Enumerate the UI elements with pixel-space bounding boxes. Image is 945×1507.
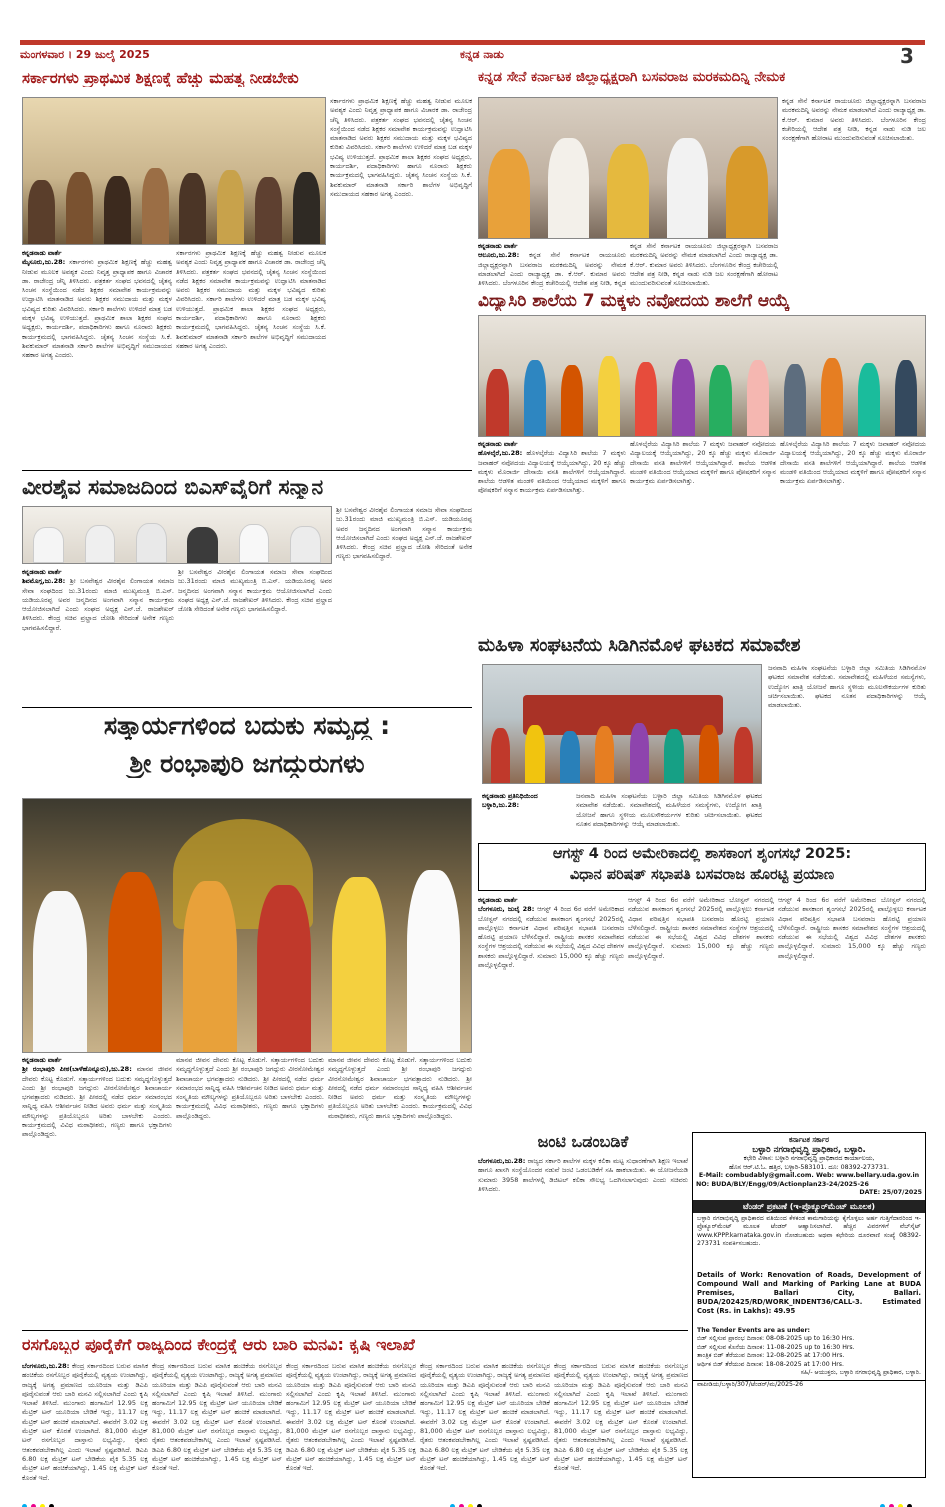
article-5-photo xyxy=(482,664,762,784)
article-9-body xyxy=(22,1362,148,1484)
article-1-body-col3 xyxy=(330,97,472,467)
tender-address: ಕಛೇರಿ ವಿಳಾಸ: ಬಳ್ಳಾರಿ ನಗರಾಭಿವೃದ್ಧಿ ಪ್ರಾಧಿಕಾರದ ಕಾರ್ಯಾಲಯ, xyxy=(743,1155,875,1162)
article-9-body-col5 xyxy=(554,1362,688,1484)
article-5-text-right: ಜನವಾದಿ ಮಹಿಳಾ ಸಂಘಟನೆಯ ಬಳ್ಳಾರಿ ಜಿಲ್ಲಾ ಸಮಿತಿಯ ಸಿಡಿಗಿನಮೊಳ ಘಟಕದ ಸಮಾವೇಶ ನಡೆಯಿತು. ಸಮಾವೇಶದಲ್ಲಿ ಮಹಿಳೆಯರ ಸಮಸ್ಯೆಗಳು, ಉದ್ಯೋಗ ಖಾತ್ರಿ ಯೋಜನೆ ಹಾಗೂ ಸ್ಥಳೀಯ ಮೂಲಸೌಕರ್ಯಗಳ ಕುರಿತು ಚರ್ಚಿಸಲಾಯಿತು. ಘಟಕದ ನೂತನ ಪದಾಧಿಕಾರಿಗಳನ್ನು ಆಯ್ಕೆ ಮಾಡಲಾಯಿತು. xyxy=(768,664,926,710)
article-5-body-right xyxy=(768,664,926,840)
article-3-photo xyxy=(478,315,926,437)
tender-date-3: ತಾಂತ್ರಿಕ ಬಿಡ್ ತೆರೆಯುವ ದಿನಾಂಕ: 12-08-2025 at 17:00 Hrs. xyxy=(697,1352,845,1360)
article-6-headline-line1: ಸತ್ಕಾರ್ಯಗಳಿಂದ ಬದುಕು ಸಮೃದ್ಧ : xyxy=(103,712,391,740)
article-9-headline: ರಸಗೊಬ್ಬರ ಪೂರೈಕೆಗೆ ರಾಜ್ಯದಿಂದ ಕೇಂದ್ರಕ್ಕೆ ಆರು ಬಾರಿ ಮನವಿ: ಕೃಷಿ ಇಲಾಖೆ xyxy=(22,1336,415,1354)
article-7-text-col3: ಆಗಸ್ಟ್ 4 ರಿಂದ 6ರ ವರೆಗೆ ಅಮೇರಿಕಾದ ಬೋಸ್ಟನ್ ನಗರದಲ್ಲಿ ನಡೆಯುವ ಶಾಸಕಾಂಗ ಶೃಂಗಸಭೆ 2025ರಲ್ಲಿ ಪಾಲ್ಗೊಳ್ಳಲು ಕರ್ನಾಟಕ ವಿಧಾನ ಪರಿಷತ್ತಿನ ಸಭಾಪತಿ ಬಸವರಾಜ ಹೊರಟ್ಟಿ ಪ್ರಯಾಣ ಬೆಳೆಸಲಿದ್ದಾರೆ. ರಾಷ್ಟ್ರೀಯ ಶಾಸಕರ ಸಮಾವೇಶದ ಸಂಸ್ಥೆಗಳ ಆಶ್ರಯದಲ್ಲಿ ನಡೆಯುವ ಈ ಸಭೆಯಲ್ಲಿ ವಿಶ್ವದ ವಿವಿಧ ದೇಶಗಳ ಶಾಸಕರು ಪಾಲ್ಗೊಳ್ಳಲಿದ್ದಾರೆ. ಸುಮಾರು 15,000 ಕ್ಕೂ ಹೆಚ್ಚು ಗಣ್ಯರು ಪಾಲ್ಗೊಳ್ಳಲಿದ್ದಾರೆ. xyxy=(778,896,926,960)
masthead: ಕನ್ನಡ ನಾಡು xyxy=(460,48,504,61)
article-1-place: ಮೈಸೂರು,ಜು.28: xyxy=(22,258,66,267)
article-3-text: ಹೊಳಲ್ಕೆರೆಯ ವಿದ್ಯಾಸಿರಿ ಶಾಲೆಯ 7 ಮಕ್ಕಳು ಜವಾಹರ್ ನವೋದಯ ವಿದ್ಯಾಲಯಕ್ಕೆ ಆಯ್ಕೆಯಾಗಿದ್ದು, 20 ಕ್ಕೂ ಹೆಚ್ಚು ಮಕ್ಕಳು ಮೊರಾರ್ಜಿ ದೇಸಾಯಿ ವಸತಿ ಶಾಲೆಗಳಿಗೆ ಆಯ್ಕೆಯಾಗಿದ್ದಾರೆ. ಶಾಲೆಯ ಆಡಳಿತ ಮಂಡಳಿ ವತಿಯಿಂದ ಆಯ್ಕೆಯಾದ ಮಕ್ಕಳಿಗೆ ಹಾಗೂ ಪೋಷಕರಿಗೆ ಸನ್ಮಾನ ಕಾರ್ಯಕ್ರಮ ಏರ್ಪಡಿಸಲಾಗಿತ್ತು. xyxy=(478,449,626,495)
tender-notice-no: NO: BUDA/BLY/Engg/09/Actionplan23-24/2025-26 xyxy=(696,1180,869,1188)
article-6-body xyxy=(22,1056,172,1244)
article-7-byline: ಕನ್ನಡನಾಡು ವಾರ್ತೆ xyxy=(478,896,518,904)
article-5-place: ಬಳ್ಳಾರಿ,ಜು.28: xyxy=(482,801,520,810)
article-9-text-col3: ಕೇಂದ್ರ ಸರ್ಕಾರದಿಂದ ಬರುವ ಮಾಸಿಕ ಹಂಚಿಕೆಯ ರಸಗೊಬ್ಬರ ಪೂರೈಕೆಯಲ್ಲಿ ವ್ಯತ್ಯಯ ಉಂಟಾಗಿದ್ದು, ರಾಜ್ಯಕ್ಕೆ ಅಗತ್ಯ ಪ್ರಮಾಣದ ಯೂರಿಯಾ ಮತ್ತು ಡಿಎಪಿ ಪೂರೈಸುವಂತೆ ಆರು ಬಾರಿ ಮನವಿ ಸಲ್ಲಿಸಲಾಗಿದೆ ಎಂದು ಕೃಷಿ ಇಲಾಖೆ ತಿಳಿಸಿದೆ. ಮುಂಗಾರು ಹಂಗಾಮಿಗೆ 12.95 ಲಕ್ಷ ಮೆಟ್ರಿಕ್ ಟನ್ ಯೂರಿಯಾ ಬೇಡಿಕೆ ಇದ್ದು, 11.17 ಲಕ್ಷ ಮೆಟ್ರಿಕ್ ಟನ್ ಹಂಚಿಕೆ ಮಾಡಲಾಗಿದೆ. ಈವರೆಗೆ 3.02 ಲಕ್ಷ ಮೆಟ್ರಿಕ್ ಟನ್ ಕೊರತೆ ಉಂಟಾಗಿದೆ. 81,000 ಮೆಟ್ರಿಕ್ ಟನ್ ರಸಗೊಬ್ಬರ ದಾಸ್ತಾನು ಲಭ್ಯವಿದ್ದು, ರೈತರು ಆತಂಕಪಡಬೇಕಾಗಿಲ್ಲ ಎಂದು ಇಲಾಖೆ ಸ್ಪಷ್ಟಪಡಿಸಿದೆ. ಡಿಎಪಿ 6.80 ಲಕ್ಷ ಮೆಟ್ರಿಕ್ ಟನ್ ಬೇಡಿಕೆಯ ಪೈಕಿ 5.35 ಲಕ್ಷ ಮೆಟ್ರಿಕ್ ಟನ್ ಹಂಚಿಕೆಯಾಗಿದ್ದು, 1.45 ಲಕ್ಷ ಮೆಟ್ರಿಕ್ ಟನ್ ಕೊರತೆ ಇದೆ. xyxy=(286,1362,416,1473)
registration-marks-center xyxy=(450,1494,486,1502)
article-1-text-col2: ಸರ್ಕಾರಗಳು ಪ್ರಾಥಮಿಕ ಶಿಕ್ಷಣಕ್ಕೆ ಹೆಚ್ಚು ಮಹತ್ವ ನೀಡುವ ಮೂಲಕ ಅವಶ್ಯಕ ಎಂದು ನಿವೃತ್ತ ಪ್ರಾಧ್ಯಾಪಕ ಹಾಗೂ ವಿಚಾರಕ ಡಾ. ರಾಜೇಂದ್ರ ಚೆನ್ನಿ ತಿಳಿಸಿದರು. ಪತ್ರಕರ್ತ ಸಂಘದ ಭವನದಲ್ಲಿ ಚೈತನ್ಯ ಸಿಂಚನ ಸಂಸ್ಥೆಯಿಂದ ನಡೆದ ಶಿಕ್ಷಕರ ಸಮಾವೇಶ ಕಾರ್ಯಕ್ರಮವನ್ನು ಉದ್ಘಾಟಿಸಿ ಮಾತನಾಡಿದ ಅವರು ಶಿಕ್ಷಕರ ಸಮುದಾಯ ಮತ್ತು ಮಕ್ಕಳ ಭವಿಷ್ಯದ ಕುರಿತು ವಿವರಿಸಿದರು. ಸರ್ಕಾರಿ ಶಾಲೆಗಳು ಉಳಿದರೆ ಮಾತ್ರ ಬಡ ಮಕ್ಕಳ ಭವಿಷ್ಯ ಉಳಿಯುತ್ತದೆ. ಪ್ರಾಥಮಿಕ ಶಾಲಾ ಶಿಕ್ಷಕರ ಸಂಘದ ಅಧ್ಯಕ್ಷರು, ಕಾರ್ಯದರ್ಶಿ, ಪದಾಧಿಕಾರಿಗಳು ಹಾಗೂ ನೂರಾರು ಶಿಕ್ಷಕರು ಕಾರ್ಯಕ್ರಮದಲ್ಲಿ ಭಾಗವಹಿಸಿದ್ದರು. ಚೈತನ್ಯ ಸಿಂಚನ ಸಂಸ್ಥೆಯ ಸಿ.ಕೆ. ಶಿವಕುಮಾರ್ ಮಾತನಾಡಿ ಸರ್ಕಾರಿ ಶಾಲೆಗಳ ಅಭಿವೃದ್ಧಿಗೆ ಸಮುದಾಯದ ಸಹಕಾರ ಅಗತ್ಯ ಎಂದರು. xyxy=(176,249,326,350)
tender-address2: ಹೊಸ ಆರ್.ಟಿ.ಓ. ಹತ್ತಿರ, ಬಳ್ಳಾರಿ-583101. ದೂ: 08392-273731. xyxy=(729,1163,889,1171)
article-1-headline: ಸರ್ಕಾರಗಳು ಪ್ರಾಥಮಿಕ ಶಿಕ್ಷಣಕ್ಕೆ ಹೆಚ್ಚು ಮಹತ್ವ ನೀಡಬೇಕು xyxy=(22,70,299,87)
tender-govt: ಕರ್ನಾಟಕ ಸರ್ಕಾರ xyxy=(789,1136,829,1144)
article-9-text-col2: ಕೇಂದ್ರ ಸರ್ಕಾರದಿಂದ ಬರುವ ಮಾಸಿಕ ಹಂಚಿಕೆಯ ರಸಗೊಬ್ಬರ ಪೂರೈಕೆಯಲ್ಲಿ ವ್ಯತ್ಯಯ ಉಂಟಾಗಿದ್ದು, ರಾಜ್ಯಕ್ಕೆ ಅಗತ್ಯ ಪ್ರಮಾಣದ ಯೂರಿಯಾ ಮತ್ತು ಡಿಎಪಿ ಪೂರೈಸುವಂತೆ ಆರು ಬಾರಿ ಮನವಿ ಸಲ್ಲಿಸಲಾಗಿದೆ ಎಂದು ಕೃಷಿ ಇಲಾಖೆ ತಿಳಿಸಿದೆ. ಮುಂಗಾರು ಹಂಗಾಮಿಗೆ 12.95 ಲಕ್ಷ ಮೆಟ್ರಿಕ್ ಟನ್ ಯೂರಿಯಾ ಬೇಡಿಕೆ ಇದ್ದು, 11.17 ಲಕ್ಷ ಮೆಟ್ರಿಕ್ ಟನ್ ಹಂಚಿಕೆ ಮಾಡಲಾಗಿದೆ. ಈವರೆಗೆ 3.02 ಲಕ್ಷ ಮೆಟ್ರಿಕ್ ಟನ್ ಕೊರತೆ ಉಂಟಾಗಿದೆ. 81,000 ಮೆಟ್ರಿಕ್ ಟನ್ ರಸಗೊಬ್ಬರ ದಾಸ್ತಾನು ಲಭ್ಯವಿದ್ದು, ರೈತರು ಆತಂಕಪಡಬೇಕಾಗಿಲ್ಲ ಎಂದು ಇಲಾಖೆ ಸ್ಪಷ್ಟಪಡಿಸಿದೆ. ಡಿಎಪಿ 6.80 ಲಕ್ಷ ಮೆಟ್ರಿಕ್ ಟನ್ ಬೇಡಿಕೆಯ ಪೈಕಿ 5.35 ಲಕ್ಷ ಮೆಟ್ರಿಕ್ ಟನ್ ಹಂಚಿಕೆಯಾಗಿದ್ದು, 1.45 ಲಕ್ಷ ಮೆಟ್ರಿಕ್ ಟನ್ ಕೊರತೆ ಇದೆ. xyxy=(152,1362,282,1473)
article-7-body-col2 xyxy=(628,896,774,1118)
article-7-body xyxy=(478,896,624,1118)
article-4-text-col2: ಶ್ರೀ ಬಸವೇಶ್ವರ ವೀರಶೈವ ಲಿಂಗಾಯತ ಸಮಾಜ ಸೇವಾ ಸಂಘದಿಂದ ಜು.31ರಂದು ಮಾಜಿ ಮುಖ್ಯಮಂತ್ರಿ ಬಿ.ಎಸ್. ಯಡಿಯೂರಪ್ಪ ಅವರ ಜನ್ಮದಿನದ ಅಂಗವಾಗಿ ಸನ್ಮಾನ ಕಾರ್ಯಕ್ರಮ ಆಯೋಜಿಸಲಾಗಿದೆ ಎಂದು ಸಂಘದ ಅಧ್ಯಕ್ಷ ಎನ್.ಜೆ. ರಾಜಶೇಖರ್ ತಿಳಿಸಿದರು. ಕೇಂದ್ರ ಸಚಿವ ಪ್ರಲ್ಹಾದ ಜೋಶಿ ಸೇರಿದಂತೆ ಅನೇಕ ಗಣ್ಯರು ಭಾಗವಹಿಸಲಿದ್ದಾರೆ. xyxy=(178,568,332,614)
article-5-body xyxy=(482,792,572,840)
tender-body: ಬಳ್ಳಾರಿ ನಗರಾಭಿವೃದ್ಧಿ ಪ್ರಾಧಿಕಾರದ ವತಿಯಿಂದ ಕೆಳಕಂಡ ಕಾಮಗಾರಿಯನ್ನು ಕೈಗೊಳ್ಳಲು ಅರ್ಹ ಗುತ್ತಿಗೆದಾರರಿಂದ ಇ-ಪ್ರೊಕ್ಯೂರ್‌ಮೆಂಟ್ ಮೂಲಕ ಟೆಂಡರ್ ಆಹ್ವಾನಿಸಲಾಗಿದೆ. ಹೆಚ್ಚಿನ ವಿವರಗಳಿಗೆ ವೆಬ್‌ಸೈಟ್ www.KPPP.karnataka.gov.in ನೋಡಬಹುದು ಅಥವಾ ಕಛೇರಿಯ ದೂರವಾಣಿ ಸಂಖ್ಯೆ 08392-273731 ಸಂಪರ್ಕಿಸಬಹುದು. xyxy=(697,1214,921,1248)
tender-ref: ವಾಪೀಡಿಯ/ಬಳ್ಳಾರಿ/307/ಟೆಂಡರ್/ಮ/2025-26 xyxy=(693,1380,925,1390)
article-8-body xyxy=(478,1157,688,1325)
tender-email: E-Mail: combudably@gmail.com. Web: www.bellary.uda.gov.in xyxy=(698,1172,920,1180)
article-8-text: ರಾಜ್ಯದ ಸರ್ಕಾರಿ ಶಾಲೆಗಳ ಮಕ್ಕಳ ಕಲಿಕಾ ಮಟ್ಟ ಸುಧಾರಣೆಗಾಗಿ ಶಿಕ್ಷಣ ಇಲಾಖೆ ಹಾಗೂ ಖಾಸಗಿ ಸಂಸ್ಥೆಯೊಂದರ ನಡುವೆ ಜಂಟಿ ಒಡಂಬಡಿಕೆಗೆ ಸಹಿ ಹಾಕಲಾಯಿತು. ಈ ಯೋಜನೆಯಡಿ ಸುಮಾರು 3958 ಶಾಲೆಗಳಲ್ಲಿ ಡಿಜಿಟಲ್ ಕಲಿಕಾ ಸೌಲಭ್ಯ ಒದಗಿಸಲಾಗುವುದು ಎಂದು ಸಚಿವರು ತಿಳಿಸಿದರು. xyxy=(478,1157,688,1193)
article-9-body-col4 xyxy=(420,1362,550,1484)
article-2-body-right xyxy=(782,97,926,239)
tender-sign: ಸಹಿ/- ಆಯುಕ್ತರು, ಬಳ್ಳಾರಿ ನಗರಾಭಿವೃದ್ಧಿ ಪ್ರಾಧಿಕಾರ, ಬಳ್ಳಾರಿ. xyxy=(800,1369,921,1377)
registration-marks-left xyxy=(22,1494,58,1502)
article-9-text-col5: ಕೇಂದ್ರ ಸರ್ಕಾರದಿಂದ ಬರುವ ಮಾಸಿಕ ಹಂಚಿಕೆಯ ರಸಗೊಬ್ಬರ ಪೂರೈಕೆಯಲ್ಲಿ ವ್ಯತ್ಯಯ ಉಂಟಾಗಿದ್ದು, ರಾಜ್ಯಕ್ಕೆ ಅಗತ್ಯ ಪ್ರಮಾಣದ ಯೂರಿಯಾ ಮತ್ತು ಡಿಎಪಿ ಪೂರೈಸುವಂತೆ ಆರು ಬಾರಿ ಮನವಿ ಸಲ್ಲಿಸಲಾಗಿದೆ ಎಂದು ಕೃಷಿ ಇಲಾಖೆ ತಿಳಿಸಿದೆ. ಮುಂಗಾರು ಹಂಗಾಮಿಗೆ 12.95 ಲಕ್ಷ ಮೆಟ್ರಿಕ್ ಟನ್ ಯೂರಿಯಾ ಬೇಡಿಕೆ ಇದ್ದು, 11.17 ಲಕ್ಷ ಮೆಟ್ರಿಕ್ ಟನ್ ಹಂಚಿಕೆ ಮಾಡಲಾಗಿದೆ. ಈವರೆಗೆ 3.02 ಲಕ್ಷ ಮೆಟ್ರಿಕ್ ಟನ್ ಕೊರತೆ ಉಂಟಾಗಿದೆ. 81,000 ಮೆಟ್ರಿಕ್ ಟನ್ ರಸಗೊಬ್ಬರ ದಾಸ್ತಾನು ಲಭ್ಯವಿದ್ದು, ರೈತರು ಆತಂಕಪಡಬೇಕಾಗಿಲ್ಲ ಎಂದು ಇಲಾಖೆ ಸ್ಪಷ್ಟಪಡಿಸಿದೆ. ಡಿಎಪಿ 6.80 ಲಕ್ಷ ಮೆಟ್ರಿಕ್ ಟನ್ ಬೇಡಿಕೆಯ ಪೈಕಿ 5.35 ಲಕ್ಷ ಮೆಟ್ರಿಕ್ ಟನ್ ಹಂಚಿಕೆಯಾಗಿದ್ದು, 1.45 ಲಕ್ಷ ಮೆಟ್ರಿಕ್ ಟನ್ ಕೊರತೆ ಇದೆ. xyxy=(554,1362,688,1473)
tender-date-2: ಬಿಡ್ ಸಲ್ಲಿಸುವ ಕೊನೆಯ ದಿನಾಂಕ: 11-08-2025 up to 16:30 Hrs. xyxy=(697,1343,855,1351)
article-8-place: ಬೆಂಗಳೂರು,ಜು.28: xyxy=(478,1157,526,1165)
article-9-body-col3 xyxy=(286,1362,416,1484)
article-3-text-col2: ಹೊಳಲ್ಕೆರೆಯ ವಿದ್ಯಾಸಿರಿ ಶಾಲೆಯ 7 ಮಕ್ಕಳು ಜವಾಹರ್ ನವೋದಯ ವಿದ್ಯಾಲಯಕ್ಕೆ ಆಯ್ಕೆಯಾಗಿದ್ದು, 20 ಕ್ಕೂ ಹೆಚ್ಚು ಮಕ್ಕಳು ಮೊರಾರ್ಜಿ ದೇಸಾಯಿ ವಸತಿ ಶಾಲೆಗಳಿಗೆ ಆಯ್ಕೆಯಾಗಿದ್ದಾರೆ. ಶಾಲೆಯ ಆಡಳಿತ ಮಂಡಳಿ ವತಿಯಿಂದ ಆಯ್ಕೆಯಾದ ಮಕ್ಕಳಿಗೆ ಹಾಗೂ ಪೋಷಕರಿಗೆ ಸನ್ಮಾನ ಕಾರ್ಯಕ್ರಮ ಏರ್ಪಡಿಸಲಾಗಿತ್ತು. xyxy=(630,440,776,486)
article-2-photo xyxy=(478,97,778,239)
tender-date-4: ಆರ್ಥಿಕ ಬಿಡ್ ತೆರೆಯುವ ದಿನಾಂಕ: 18-08-2025 at 17:00 Hrs. xyxy=(697,1360,844,1368)
article-2-headline: ಕನ್ನಡ ಸೇನೆ ಕರ್ನಾಟಕ ಜಿಲ್ಲಾಧ್ಯಕ್ಷರಾಗಿ ಬಸವರಾಜ ಮರಕಮದಿನ್ನಿ ನೇಮಕ xyxy=(478,70,786,85)
article-8-headline: ಜಂಟಿ ಒಡಂಬಡಿಕೆ xyxy=(537,1133,629,1151)
article-5-text: ಜನವಾದಿ ಮಹಿಳಾ ಸಂಘಟನೆಯ ಬಳ್ಳಾರಿ ಜಿಲ್ಲಾ ಸಮಿತಿಯ ಸಿಡಿಗಿನಮೊಳ ಘಟಕದ ಸಮಾವೇಶ ನಡೆಯಿತು. ಸಮಾವೇಶದಲ್ಲಿ ಮಹಿಳೆಯರ ಸಮಸ್ಯೆಗಳು, ಉದ್ಯೋಗ ಖಾತ್ರಿ ಯೋಜನೆ ಹಾಗೂ ಸ್ಥಳೀಯ ಮೂಲಸೌಕರ್ಯಗಳ ಕುರಿತು ಚರ್ಚಿಸಲಾಯಿತು. ಘಟಕದ ನೂತನ ಪದಾಧಿಕಾರಿಗಳನ್ನು ಆಯ್ಕೆ ಮಾಡಲಾಯಿತು. xyxy=(576,792,762,828)
article-6-headline-line2: ಶ್ರೀ ರಂಭಾಪುರಿ ಜಗದ್ಗುರುಗಳು xyxy=(129,750,365,778)
page-number: 3 xyxy=(900,44,914,68)
tender-notice xyxy=(692,1132,926,1478)
article-7-body-col3 xyxy=(778,896,926,1118)
article-4-byline: ಕನ್ನಡನಾಡು ವಾರ್ತೆ xyxy=(22,568,62,576)
top-rule xyxy=(20,40,925,45)
article-1-body xyxy=(22,249,172,467)
article-2-text-col2: ಕನ್ನಡ ಸೇನೆ ಕರ್ನಾಟಕ ರಾಯಚೂರು ಜಿಲ್ಲಾಧ್ಯಕ್ಷರನ್ನಾಗಿ ಬಸವರಾಜ ಮರಕಮದಿನ್ನಿ ಅವರನ್ನು ನೇಮಕ ಮಾಡಲಾಗಿದೆ ಎಂದು ರಾಜ್ಯಾಧ್ಯಕ್ಷ ಡಾ. ಕೆ.ಆರ್. ಕುಮಾರ ಅವರು ತಿಳಿಸಿದರು. ಬೆಂಗಳೂರಿನ ಕೇಂದ್ರ ಕಚೇರಿಯಲ್ಲಿ ಆದೇಶ ಪತ್ರ ನೀಡಿ, ಕನ್ನಡ ನಾಡು ನುಡಿ ಜಲ ಸಂರಕ್ಷಣೆಗಾಗಿ ಹೋರಾಟ ಮುಂದುವರಿಸುವಂತೆ ಸೂಚಿಸಲಾಯಿತು. xyxy=(630,242,778,288)
tender-dates-title: The Tender Events are as under: xyxy=(697,1326,811,1334)
article-6-photo xyxy=(22,798,472,1053)
article-4-text: ಶ್ರೀ ಬಸವೇಶ್ವರ ವೀರಶೈವ ಲಿಂಗಾಯತ ಸಮಾಜ ಸೇವಾ ಸಂಘದಿಂದ ಜು.31ರಂದು ಮಾಜಿ ಮುಖ್ಯಮಂತ್ರಿ ಬಿ.ಎಸ್. ಯಡಿಯೂರಪ್ಪ ಅವರ ಜನ್ಮದಿನದ ಅಂಗವಾಗಿ ಸನ್ಮಾನ ಕಾರ್ಯಕ್ರಮ ಆಯೋಜಿಸಲಾಗಿದೆ ಎಂದು ಸಂಘದ ಅಧ್ಯಕ್ಷ ಎನ್.ಜೆ. ರಾಜಶೇಖರ್ ತಿಳಿಸಿದರು. ಕೇಂದ್ರ ಸಚಿವ ಪ್ರಲ್ಹಾದ ಜೋಶಿ ಸೇರಿದಂತೆ ಅನೇಕ ಗಣ್ಯರು ಭಾಗವಹಿಸಲಿದ್ದಾರೆ. xyxy=(22,577,174,632)
date-line: ಮಂಗಳವಾರ । 29 ಜುಲೈ 2025 xyxy=(20,48,150,61)
tender-work: Details of Work: Renovation of Roads, Development of Compound Wall and Marking of Parking Lane at BUDA Premises, Ballari City, Ballari. BUDA/202425/RD/WORK_INDENT36/CALL-3. Estimated Cost (Rs. in Lakhs): 49.95 xyxy=(697,1270,921,1315)
article-3-place: ಹೊಳಲ್ಕೆರೆ,ಜು.28: xyxy=(478,449,523,458)
article-4-body-col2 xyxy=(178,568,332,704)
registration-marks-right xyxy=(880,1494,916,1502)
article-6-text: ಮಾನವ ಜೀವನ ದೇವರು ಕೊಟ್ಟ ಕೊಡುಗೆ. ಸತ್ಕಾರ್ಯಗಳಿಂದ ಬದುಕು ಸಮೃದ್ಧಗೊಳ್ಳುತ್ತದೆ ಎಂದು ಶ್ರೀ ರಂಭಾಪುರಿ ಜಗದ್ಗುರು ವೀರಸೋಮೇಶ್ವರ ಶಿವಾಚಾರ್ಯ ಭಗವತ್ಪಾದರು ನುಡಿದರು. ಶ್ರೀ ಪೀಠದಲ್ಲಿ ನಡೆದ ಧರ್ಮ ಸಮಾರಂಭದ ಸಾನ್ನಿಧ್ಯ ವಹಿಸಿ ಆಶೀರ್ವಚನ ನೀಡಿದ ಅವರು ಧರ್ಮ ಮತ್ತು ಸಂಸ್ಕೃತಿಯ ಮೌಲ್ಯಗಳನ್ನು ಪ್ರತಿಯೊಬ್ಬರೂ ಅರಿತು ಬಾಳಬೇಕು ಎಂದರು. ಕಾರ್ಯಕ್ರಮದಲ್ಲಿ ವಿವಿಧ ಮಠಾಧೀಶರು, ಗಣ್ಯರು ಹಾಗೂ ಭಕ್ತಾದಿಗಳು ಪಾಲ್ಗೊಂಡಿದ್ದರು. xyxy=(22,1065,172,1139)
divider xyxy=(22,470,472,471)
article-4-place: ಶಿವಮೊಗ್ಗ,ಜು.28: xyxy=(22,577,66,586)
article-9-body-col2 xyxy=(152,1362,282,1484)
article-2-place: ಆಲೂರು,ಜು.28: xyxy=(478,251,520,260)
tender-org: ಬಳ್ಳಾರಿ ನಗರಾಭಿವೃದ್ಧಿ ಪ್ರಾಧಿಕಾರ, ಬಳ್ಳಾರಿ. xyxy=(752,1145,866,1155)
article-3-text-col3: ಹೊಳಲ್ಕೆರೆಯ ವಿದ್ಯಾಸಿರಿ ಶಾಲೆಯ 7 ಮಕ್ಕಳು ಜವಾಹರ್ ನವೋದಯ ವಿದ್ಯಾಲಯಕ್ಕೆ ಆಯ್ಕೆಯಾಗಿದ್ದು, 20 ಕ್ಕೂ ಹೆಚ್ಚು ಮಕ್ಕಳು ಮೊರಾರ್ಜಿ ದೇಸಾಯಿ ವಸತಿ ಶಾಲೆಗಳಿಗೆ ಆಯ್ಕೆಯಾಗಿದ್ದಾರೆ. ಶಾಲೆಯ ಆಡಳಿತ ಮಂಡಳಿ ವತಿಯಿಂದ ಆಯ್ಕೆಯಾದ ಮಕ್ಕಳಿಗೆ ಹಾಗೂ ಪೋಷಕರಿಗೆ ಸನ್ಮಾನ ಕಾರ್ಯಕ್ರಮ ಏರ್ಪಡಿಸಲಾಗಿತ್ತು. xyxy=(780,440,926,486)
tender-date: DATE: 25/07/2025 xyxy=(859,1189,922,1197)
article-2-body xyxy=(478,242,626,290)
tender-date-1: ಬಿಡ್ ಸಲ್ಲಿಸುವ ಪ್ರಾರಂಭ ದಿನಾಂಕ: 08-08-2025 up to 16:30 Hrs. xyxy=(697,1335,855,1343)
article-9-text-col4: ಕೇಂದ್ರ ಸರ್ಕಾರದಿಂದ ಬರುವ ಮಾಸಿಕ ಹಂಚಿಕೆಯ ರಸಗೊಬ್ಬರ ಪೂರೈಕೆಯಲ್ಲಿ ವ್ಯತ್ಯಯ ಉಂಟಾಗಿದ್ದು, ರಾಜ್ಯಕ್ಕೆ ಅಗತ್ಯ ಪ್ರಮಾಣದ ಯೂರಿಯಾ ಮತ್ತು ಡಿಎಪಿ ಪೂರೈಸುವಂತೆ ಆರು ಬಾರಿ ಮನವಿ ಸಲ್ಲಿಸಲಾಗಿದೆ ಎಂದು ಕೃಷಿ ಇಲಾಖೆ ತಿಳಿಸಿದೆ. ಮುಂಗಾರು ಹಂಗಾಮಿಗೆ 12.95 ಲಕ್ಷ ಮೆಟ್ರಿಕ್ ಟನ್ ಯೂರಿಯಾ ಬೇಡಿಕೆ ಇದ್ದು, 11.17 ಲಕ್ಷ ಮೆಟ್ರಿಕ್ ಟನ್ ಹಂಚಿಕೆ ಮಾಡಲಾಗಿದೆ. ಈವರೆಗೆ 3.02 ಲಕ್ಷ ಮೆಟ್ರಿಕ್ ಟನ್ ಕೊರತೆ ಉಂಟಾಗಿದೆ. 81,000 ಮೆಟ್ರಿಕ್ ಟನ್ ರಸಗೊಬ್ಬರ ದಾಸ್ತಾನು ಲಭ್ಯವಿದ್ದು, ರೈತರು ಆತಂಕಪಡಬೇಕಾಗಿಲ್ಲ ಎಂದು ಇಲಾಖೆ ಸ್ಪಷ್ಟಪಡಿಸಿದೆ. ಡಿಎಪಿ 6.80 ಲಕ್ಷ ಮೆಟ್ರಿಕ್ ಟನ್ ಬೇಡಿಕೆಯ ಪೈಕಿ 5.35 ಲಕ್ಷ ಮೆಟ್ರಿಕ್ ಟನ್ ಹಂಚಿಕೆಯಾಗಿದ್ದು, 1.45 ಲಕ್ಷ ಮೆಟ್ರಿಕ್ ಟನ್ ಕೊರತೆ ಇದೆ. xyxy=(420,1362,550,1473)
article-9-place: ಬೆಂಗಳೂರು,ಜು.28: xyxy=(22,1362,70,1370)
article-4-text-right: ಶ್ರೀ ಬಸವೇಶ್ವರ ವೀರಶೈವ ಲಿಂಗಾಯತ ಸಮಾಜ ಸೇವಾ ಸಂಘದಿಂದ ಜು.31ರಂದು ಮಾಜಿ ಮುಖ್ಯಮಂತ್ರಿ ಬಿ.ಎಸ್. ಯಡಿಯೂರಪ್ಪ ಅವರ ಜನ್ಮದಿನದ ಅಂಗವಾಗಿ ಸನ್ಮಾನ ಕಾರ್ಯಕ್ರಮ ಆಯೋಜಿಸಲಾಗಿದೆ ಎಂದು ಸಂಘದ ಅಧ್ಯಕ್ಷ ಎನ್.ಜೆ. ರಾಜಶೇಖರ್ ತಿಳಿಸಿದರು. ಕೇಂದ್ರ ಸಚಿವ ಪ್ರಲ್ಹಾದ ಜೋಶಿ ಸೇರಿದಂತೆ ಅನೇಕ ಗಣ್ಯರು ಭಾಗವಹಿಸಲಿದ್ದಾರೆ. xyxy=(336,506,472,561)
article-7-headline-line1: ಆಗಸ್ಟ್ 4 ರಿಂದ ಅಮೇರಿಕಾದಲ್ಲಿ ಶಾಸಕಾಂಗ ಶೃಂಗಸಭೆ 2025: xyxy=(552,847,852,862)
article-2-text: ಕನ್ನಡ ಸೇನೆ ಕರ್ನಾಟಕ ರಾಯಚೂರು ಜಿಲ್ಲಾಧ್ಯಕ್ಷರನ್ನಾಗಿ ಬಸವರಾಜ ಮರಕಮದಿನ್ನಿ ಅವರನ್ನು ನೇಮಕ ಮಾಡಲಾಗಿದೆ ಎಂದು ರಾಜ್ಯಾಧ್ಯಕ್ಷ ಡಾ. ಕೆ.ಆರ್. ಕುಮಾರ ಅವರು ತಿಳಿಸಿದರು. ಬೆಂಗಳೂರಿನ ಕೇಂದ್ರ ಕಚೇರಿಯಲ್ಲಿ ಆದೇಶ ಪತ್ರ ನೀಡಿ, ಕನ್ನಡ xyxy=(478,251,626,288)
article-9-text: ಕೇಂದ್ರ ಸರ್ಕಾರದಿಂದ ಬರುವ ಮಾಸಿಕ ಹಂಚಿಕೆಯ ರಸಗೊಬ್ಬರ ಪೂರೈಕೆಯಲ್ಲಿ ವ್ಯತ್ಯಯ ಉಂಟಾಗಿದ್ದು, ರಾಜ್ಯಕ್ಕೆ ಅಗತ್ಯ ಪ್ರಮಾಣದ ಯೂರಿಯಾ ಮತ್ತು ಡಿಎಪಿ ಪೂರೈಸುವಂತೆ ಆರು ಬಾರಿ ಮನವಿ ಸಲ್ಲಿಸಲಾಗಿದೆ ಎಂದು ಕೃಷಿ ಇಲಾಖೆ ತಿಳಿಸಿದೆ. ಮುಂಗಾರು ಹಂಗಾಮಿಗೆ 12.95 ಲಕ್ಷ ಮೆಟ್ರಿಕ್ ಟನ್ ಯೂರಿಯಾ ಬೇಡಿಕೆ ಇದ್ದು, 11.17 ಲಕ್ಷ ಮೆಟ್ರಿಕ್ ಟನ್ ಹಂಚಿಕೆ ಮಾಡಲಾಗಿದೆ. ಈವರೆಗೆ 3.02 ಲಕ್ಷ ಮೆಟ್ರಿಕ್ ಟನ್ ಕೊರತೆ ಉಂಟಾಗಿದೆ. 81,000 ಮೆಟ್ರಿಕ್ ಟನ್ ರಸಗೊಬ್ಬರ ದಾಸ್ತಾನು ಲಭ್ಯವಿದ್ದು, ರೈತರು ಆತಂಕಪಡಬೇಕಾಗಿಲ್ಲ ಎಂದು ಇಲಾಖೆ ಸ್ಪಷ್ಟಪಡಿಸಿದೆ. ಡಿಎಪಿ 6.80 ಲಕ್ಷ ಮೆಟ್ರಿಕ್ ಟನ್ ಬೇಡಿಕೆಯ ಪೈಕಿ 5.35 ಲಕ್ಷ ಮೆಟ್ರಿಕ್ ಟನ್ ಹಂಚಿಕೆಯಾಗಿದ್ದು, 1.45 ಲಕ್ಷ ಮೆಟ್ರಿಕ್ ಟನ್ ಕೊರತೆ ಇದೆ. xyxy=(22,1362,148,1482)
article-3-headline: ವಿದ್ಯಾಸಿರಿ ಶಾಲೆಯ 7 ಮಕ್ಕಳು ನವೋದಯ ಶಾಲೆಗೆ ಆಯ್ಕೆ xyxy=(478,292,790,311)
article-5-headline: ಮಹಿಳಾ ಸಂಘಟನೆಯ ಸಿಡಿಗಿನಮೊಳ ಘಟಕದ ಸಮಾವೇಶ xyxy=(478,636,801,656)
article-6-place: ಶ್ರೀ ರಂಭಾಪುರಿ ಪೀಠ(ಬಾಳೆಹೊನ್ನೂರು),ಜು.28: xyxy=(22,1065,132,1074)
article-1-text: ಸರ್ಕಾರಗಳು ಪ್ರಾಥಮಿಕ ಶಿಕ್ಷಣಕ್ಕೆ ಹೆಚ್ಚು ಮಹತ್ವ ನೀಡುವ ಮೂಲಕ ಅವಶ್ಯಕ ಎಂದು ನಿವೃತ್ತ ಪ್ರಾಧ್ಯಾಪಕ ಹಾಗೂ ವಿಚಾರಕ ಡಾ. ರಾಜೇಂದ್ರ ಚೆನ್ನಿ ತಿಳಿಸಿದರು. ಪತ್ರಕರ್ತ ಸಂಘದ ಭವನದಲ್ಲಿ ಚೈತನ್ಯ ಸಿಂಚನ ಸಂಸ್ಥೆಯಿಂದ ನಡೆದ ಶಿಕ್ಷಕರ ಸಮಾವೇಶ ಕಾರ್ಯಕ್ರಮವನ್ನು ಉದ್ಘಾಟಿಸಿ ಮಾತನಾಡಿದ ಅವರು ಶಿಕ್ಷಕರ ಸಮುದಾಯ ಮತ್ತು ಮಕ್ಕಳ ಭವಿಷ್ಯದ ಕುರಿತು ವಿವರಿಸಿದರು. ಸರ್ಕಾರಿ ಶಾಲೆಗಳು ಉಳಿದರೆ ಮಾತ್ರ ಬಡ ಮಕ್ಕಳ ಭವಿಷ್ಯ ಉಳಿಯುತ್ತದೆ. ಪ್ರಾಥಮಿಕ ಶಾಲಾ ಶಿಕ್ಷಕರ ಸಂಘದ ಅಧ್ಯಕ್ಷರು, ಕಾರ್ಯದರ್ಶಿ, ಪದಾಧಿಕಾರಿಗಳು ಹಾಗೂ ನೂರಾರು ಶಿಕ್ಷಕರು ಕಾರ್ಯಕ್ರಮದಲ್ಲಿ ಭಾಗವಹಿಸಿದ್ದರು. ಚೈತನ್ಯ ಸಿಂಚನ ಸಂಸ್ಥೆಯ ಸಿ.ಕೆ. ಶಿವಕುಮಾರ್ ಮಾತನಾಡಿ ಸರ್ಕಾರಿ ಶಾಲೆಗಳ ಅಭಿವೃದ್ಧಿಗೆ ಸಮುದಾಯದ ಸಹಕಾರ ಅಗತ್ಯ ಎಂದರು. xyxy=(22,258,172,360)
article-2-byline: ಕನ್ನಡನಾಡು ವಾರ್ತೆ xyxy=(478,242,518,250)
article-5-byline: ಕನ್ನಡನಾಡು ಪ್ರತಿನಿಧಿಯಿಂದ xyxy=(482,792,538,800)
article-4-body xyxy=(22,568,174,704)
article-4-body-right xyxy=(336,506,472,704)
article-4-photo xyxy=(22,506,332,564)
article-6-body-col2 xyxy=(176,1056,324,1244)
article-3-body-col3 xyxy=(780,440,926,632)
article-1-text-col3: ಸರ್ಕಾರಗಳು ಪ್ರಾಥಮಿಕ ಶಿಕ್ಷಣಕ್ಕೆ ಹೆಚ್ಚು ಮಹತ್ವ ನೀಡುವ ಮೂಲಕ ಅವಶ್ಯಕ ಎಂದು ನಿವೃತ್ತ ಪ್ರಾಧ್ಯಾಪಕ ಹಾಗೂ ವಿಚಾರಕ ಡಾ. ರಾಜೇಂದ್ರ ಚೆನ್ನಿ ತಿಳಿಸಿದರು. ಪತ್ರಕರ್ತ ಸಂಘದ ಭವನದಲ್ಲಿ ಚೈತನ್ಯ ಸಿಂಚನ ಸಂಸ್ಥೆಯಿಂದ ನಡೆದ ಶಿಕ್ಷಕರ ಸಮಾವೇಶ ಕಾರ್ಯಕ್ರಮವನ್ನು ಉದ್ಘಾಟಿಸಿ ಮಾತನಾಡಿದ ಅವರು ಶಿಕ್ಷಕರ ಸಮುದಾಯ ಮತ್ತು ಮಕ್ಕಳ ಭವಿಷ್ಯದ ಕುರಿತು ವಿವರಿಸಿದರು. ಸರ್ಕಾರಿ ಶಾಲೆಗಳು ಉಳಿದರೆ ಮಾತ್ರ ಬಡ ಮಕ್ಕಳ ಭವಿಷ್ಯ ಉಳಿಯುತ್ತದೆ. ಪ್ರಾಥಮಿಕ ಶಾಲಾ ಶಿಕ್ಷಕರ ಸಂಘದ ಅಧ್ಯಕ್ಷರು, ಕಾರ್ಯದರ್ಶಿ, ಪದಾಧಿಕಾರಿಗಳು ಹಾಗೂ ನೂರಾರು ಶಿಕ್ಷಕರು ಕಾರ್ಯಕ್ರಮದಲ್ಲಿ ಭಾಗವಹಿಸಿದ್ದರು. ಚೈತನ್ಯ ಸಿಂಚನ ಸಂಸ್ಥೆಯ ಸಿ.ಕೆ. ಶಿವಕುಮಾರ್ ಮಾತನಾಡಿ ಸರ್ಕಾರಿ ಶಾಲೆಗಳ ಅಭಿವೃದ್ಧಿಗೆ ಸಮುದಾಯದ ಸಹಕಾರ ಅಗತ್ಯ ಎಂದರು. xyxy=(330,97,472,198)
article-7-place: ಬೆಂಗಳೂರು, ಜುಲೈ 28: xyxy=(478,905,535,914)
article-4-headline: ವೀರಶೈವ ಸಮಾಜದಿಂದ ಬಿಎಸ್‌ವೈರಿಗೆ ಸನ್ಮಾನ xyxy=(22,476,324,499)
article-1-photo xyxy=(22,97,326,245)
article-1-body-col2 xyxy=(176,249,326,467)
article-6-text-col2: ಮಾನವ ಜೀವನ ದೇವರು ಕೊಟ್ಟ ಕೊಡುಗೆ. ಸತ್ಕಾರ್ಯಗಳಿಂದ ಬದುಕು ಸಮೃದ್ಧಗೊಳ್ಳುತ್ತದೆ ಎಂದು ಶ್ರೀ ರಂಭಾಪುರಿ ಜಗದ್ಗುರು ವೀರಸೋಮೇಶ್ವರ ಶಿವಾಚಾರ್ಯ ಭಗವತ್ಪಾದರು ನುಡಿದರು. ಶ್ರೀ ಪೀಠದಲ್ಲಿ ನಡೆದ ಧರ್ಮ ಸಮಾರಂಭದ ಸಾನ್ನಿಧ್ಯ ವಹಿಸಿ ಆಶೀರ್ವಚನ ನೀಡಿದ ಅವರು ಧರ್ಮ ಮತ್ತು ಸಂಸ್ಕೃತಿಯ ಮೌಲ್ಯಗಳನ್ನು ಪ್ರತಿಯೊಬ್ಬರೂ ಅರಿತು ಬಾಳಬೇಕು ಎಂದರು. ಕಾರ್ಯಕ್ರಮದಲ್ಲಿ ವಿವಿಧ ಮಠಾಧೀಶರು, ಗಣ್ಯರು ಹಾಗೂ ಭಕ್ತಾದಿಗಳು ಪಾಲ್ಗೊಂಡಿದ್ದರು. xyxy=(176,1056,324,1120)
article-7-headline-line2: ವಿಧಾನ ಪರಿಷತ್ ಸಭಾಪತಿ ಬಸವರಾಜ ಹೊರಟ್ಟಿ ಪ್ರಯಾಣ xyxy=(569,868,835,883)
article-2-body-col2 xyxy=(630,242,778,290)
article-3-body xyxy=(478,440,626,632)
divider xyxy=(22,1330,688,1331)
article-3-byline: ಕನ್ನಡನಾಡು ವಾರ್ತೆ xyxy=(478,440,518,448)
article-2-text-right: ಕನ್ನಡ ಸೇನೆ ಕರ್ನಾಟಕ ರಾಯಚೂರು ಜಿಲ್ಲಾಧ್ಯಕ್ಷರನ್ನಾಗಿ ಬಸವರಾಜ ಮರಕಮದಿನ್ನಿ ಅವರನ್ನು ನೇಮಕ ಮಾಡಲಾಗಿದೆ ಎಂದು ರಾಜ್ಯಾಧ್ಯಕ್ಷ ಡಾ. ಕೆ.ಆರ್. ಕುಮಾರ ಅವರು ತಿಳಿಸಿದರು. ಬೆಂಗಳೂರಿನ ಕೇಂದ್ರ ಕಚೇರಿಯಲ್ಲಿ ಆದೇಶ ಪತ್ರ ನೀಡಿ, ಕನ್ನಡ ನಾಡು ನುಡಿ ಜಲ ಸಂರಕ್ಷಣೆಗಾಗಿ ಹೋರಾಟ ಮುಂದುವರಿಸುವಂತೆ ಸೂಚಿಸಲಾಯಿತು. xyxy=(782,97,926,143)
article-7-text: ಆಗಸ್ಟ್ 4 ರಿಂದ 6ರ ವರೆಗೆ ಅಮೇರಿಕಾದ ಬೋಸ್ಟನ್ ನಗರದಲ್ಲಿ ನಡೆಯುವ ಶಾಸಕಾಂಗ ಶೃಂಗಸಭೆ 2025ರಲ್ಲಿ ಪಾಲ್ಗೊಳ್ಳಲು ಕರ್ನಾಟಕ ವಿಧಾನ ಪರಿಷತ್ತಿನ ಸಭಾಪತಿ ಬಸವರಾಜ ಹೊರಟ್ಟಿ ಪ್ರಯಾಣ ಬೆಳೆಸಲಿದ್ದಾರೆ. ರಾಷ್ಟ್ರೀಯ ಶಾಸಕರ ಸಮಾವೇಶದ ಸಂಸ್ಥೆಗಳ ಆಶ್ರಯದಲ್ಲಿ ನಡೆಯುವ ಈ ಸಭೆಯಲ್ಲಿ ವಿಶ್ವದ ವಿವಿಧ ದೇಶಗಳ ಶಾಸಕರು ಪಾಲ್ಗೊಳ್ಳಲಿದ್ದಾರೆ. ಸುಮಾರು 15,000 ಕ್ಕೂ ಹೆಚ್ಚು ಗಣ್ಯರು ಪಾಲ್ಗೊಳ್ಳಲಿದ್ದಾರೆ. xyxy=(478,905,624,970)
article-6-body-col3 xyxy=(328,1056,472,1244)
article-6-text-col3: ಮಾನವ ಜೀವನ ದೇವರು ಕೊಟ್ಟ ಕೊಡುಗೆ. ಸತ್ಕಾರ್ಯಗಳಿಂದ ಬದುಕು ಸಮೃದ್ಧಗೊಳ್ಳುತ್ತದೆ ಎಂದು ಶ್ರೀ ರಂಭಾಪುರಿ ಜಗದ್ಗುರು ವೀರಸೋಮೇಶ್ವರ ಶಿವಾಚಾರ್ಯ ಭಗವತ್ಪಾದರು ನುಡಿದರು. ಶ್ರೀ ಪೀಠದಲ್ಲಿ ನಡೆದ ಧರ್ಮ ಸಮಾರಂಭದ ಸಾನ್ನಿಧ್ಯ ವಹಿಸಿ ಆಶೀರ್ವಚನ ನೀಡಿದ ಅವರು ಧರ್ಮ ಮತ್ತು ಸಂಸ್ಕೃತಿಯ ಮೌಲ್ಯಗಳನ್ನು ಪ್ರತಿಯೊಬ್ಬರೂ ಅರಿತು ಬಾಳಬೇಕು ಎಂದರು. ಕಾರ್ಯಕ್ರಮದಲ್ಲಿ ವಿವಿಧ ಮಠಾಧೀಶರು, ಗಣ್ಯರು ಹಾಗೂ ಭಕ್ತಾದಿಗಳು ಪಾಲ್ಗೊಂಡಿದ್ದರು. xyxy=(328,1056,472,1120)
article-7-text-col2: ಆಗಸ್ಟ್ 4 ರಿಂದ 6ರ ವರೆಗೆ ಅಮೇರಿಕಾದ ಬೋಸ್ಟನ್ ನಗರದಲ್ಲಿ ನಡೆಯುವ ಶಾಸಕಾಂಗ ಶೃಂಗಸಭೆ 2025ರಲ್ಲಿ ಪಾಲ್ಗೊಳ್ಳಲು ಕರ್ನಾಟಕ ವಿಧಾನ ಪರಿಷತ್ತಿನ ಸಭಾಪತಿ ಬಸವರಾಜ ಹೊರಟ್ಟಿ ಪ್ರಯಾಣ ಬೆಳೆಸಲಿದ್ದಾರೆ. ರಾಷ್ಟ್ರೀಯ ಶಾಸಕರ ಸಮಾವೇಶದ ಸಂಸ್ಥೆಗಳ ಆಶ್ರಯದಲ್ಲಿ ನಡೆಯುವ ಈ ಸಭೆಯಲ್ಲಿ ವಿಶ್ವದ ವಿವಿಧ ದೇಶಗಳ ಶಾಸಕರು ಪಾಲ್ಗೊಳ್ಳಲಿದ್ದಾರೆ. ಸುಮಾರು 15,000 ಕ್ಕೂ ಹೆಚ್ಚು ಗಣ್ಯರು ಪಾಲ್ಗೊಳ್ಳಲಿದ್ದಾರೆ. xyxy=(628,896,774,960)
article-1-byline: ಕನ್ನಡನಾಡು ವಾರ್ತೆ xyxy=(22,249,62,257)
article-5-body-col2 xyxy=(576,792,762,840)
article-3-body-col2 xyxy=(630,440,776,632)
article-6-byline: ಕನ್ನಡನಾಡು ವಾರ್ತೆ xyxy=(22,1056,62,1064)
tender-band: ಟೆಂಡರ್ ಪ್ರಕಟಣೆ (ಇ-ಪ್ರೊಕ್ಯೂರ್‌ಮೆಂಟ್ ಮೂಲಕ) xyxy=(693,1200,925,1213)
divider xyxy=(22,707,472,708)
